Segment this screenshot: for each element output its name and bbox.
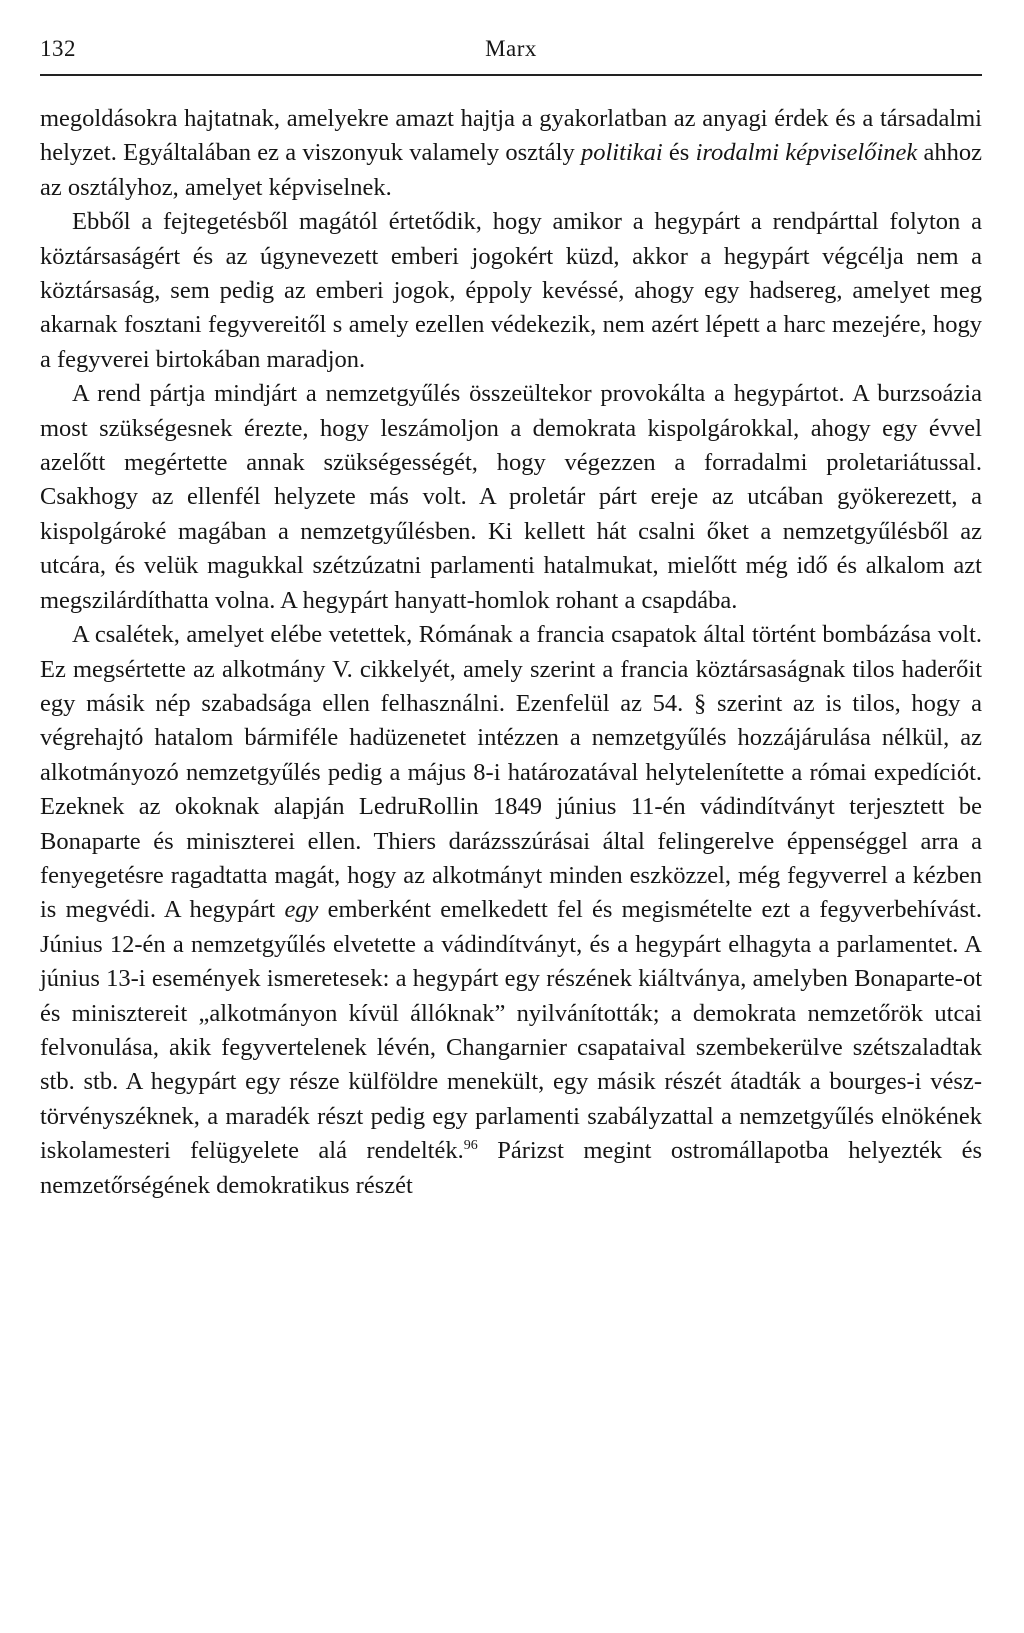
italic-text: egy [284,896,319,924]
running-head [40,30,982,76]
body-text [40,102,982,1203]
running-title: Marx [485,36,537,61]
text-run: Párizst megint ostromállapotba helyezték és nemzetőrségének demokratikus részét [40,1137,982,1199]
italic-text: politikai [580,139,663,167]
text-run: A rend pártja mindjárt a nemzetgyűlés összeültekor provokálta a hegypártot. A burzsoázia most szükségesnek érezte, hogy leszámoljon a demokrata kispolgárokkal, ahogy egy évvel azelőtt megértette annak szükségességét, hogy végezzen a forradalmi proletariátussal. Csakhogy az ellenfél helyzete más volt. A proletár párt ereje az utcában gyökerezett, a kispolgároké magában a nemzetgyűlésben. Ki kellett hát csalni őket a nemzetgyűlésből az utcára, és velük magukkal szétzúzatni parlamenti hatalmukat, mielőtt még idő és alkalom azt megszilárdíthatta volna. A hegypárt hanyatt-homlok rohant a csapdába. [40,380,982,614]
text-run: A csalétek, amelyet elébe vetettek, Rómának a francia csapatok által történt bombázása volt. Ez megsértette az alkotmány V. cikkelyét, amely szerint a francia köztársaságnak tilos haderőit egy másik nép szabadsága ellen felhasználni. Ezenfelül az 54. § szerint az is tilos, hogy a végrehajtó hatalom bármiféle hadüzenetet intézzen a nemzetgyűlés hozzájárulása nélkül, az alkotmányozó nemzetgyűlés pedig a május 8-i határozatával helytelenítette a római expedíciót. Ezeknek az okoknak alapján LedruRollin 1849 június 11-én vádindítványt terjesztett be Bonaparte és miniszterei ellen. Thiers darázsszúrásai által felingerelve éppenséggel arra a fenyegetésre ragadtatta magát, hogy az alkotmányt minden eszközzel, még fegyverrel a kézben is megvédi. A hegypárt [40,621,982,924]
paragraph [40,618,982,1203]
text-run: ahhoz az osztályhoz, amelyet képviselnek. [40,139,982,201]
text-run: Ebből a fejtegetésből magától értetődik, hogy amikor a hegypárt a rendpárttal folyton a köztársaságért és az úgynevezett emberi jogokért küzd, akkor a hegypárt végcélja nem a köztársaság, sem pedig az emberi jogok, éppoly kevéssé, ahogy egy hadsereg, amelyet meg akarnak fosztani fegyvereitől s amely ezellen védekezik, nem azért lépett a harc mezejére, hogy a fegyverei birtokában maradjon. [40,208,982,373]
page-number: 132 [40,36,76,61]
paragraph [40,102,982,205]
text-run: és [662,139,696,167]
paragraph [40,205,982,377]
text-run: emberként emelkedett fel és megismételte ezt a fegyverbehívást. Június 12-én a nemzetgyűlés elvetette a vádindítványt, és a hegypárt elhagyta a parlamentet. A június 13-i események ismeretesek: a hegypárt egy részének kiáltványa, amelyben Bonaparte-ot és minisztereit „alkotmányon kívül állóknak” nyilvánították; a demokrata nemzetőrök utcai felvonulása, akik fegyvertelenek lévén, Changarnier csapataival szembekerülve szétszaladtak stb. stb. A hegypárt egy része külföldre menekült, egy másik részét átadták a bourges-i vésztörvényszéknek, a maradék részt pedig egy parlamenti szabályzattal a nemzetgyűlés elnökének iskolamesteri felügyelete alá rendelték. [40,896,982,1165]
paragraph [40,377,982,618]
book-page [40,30,982,1610]
italic-text: irodalmi képviselőinek [695,139,918,167]
footnote-marker: 96 [463,1138,478,1154]
text-run: megoldásokra hajtatnak, amelyekre amazt hajtja a gyakorlatban az anyagi érdek és a társadalmi helyzet. Egyáltalában ez a viszonyuk valamely osztály [40,105,982,167]
